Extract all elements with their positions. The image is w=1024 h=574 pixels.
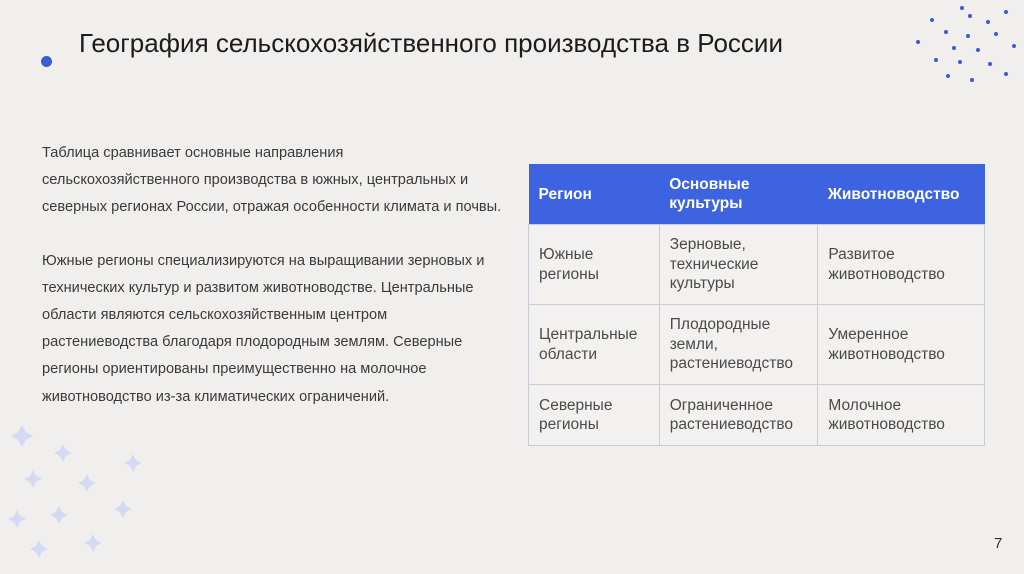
- table-row: [529, 305, 985, 385]
- dot-pattern-icon: [910, 2, 1024, 92]
- cell-livestock: Молочное животноводство: [818, 385, 985, 446]
- comparison-table: [528, 164, 985, 446]
- description-text: [42, 140, 504, 411]
- cell-livestock: Умеренное животноводство: [818, 305, 985, 385]
- cell-region: Южные регионы: [529, 225, 660, 305]
- cell-crops: Ограниченное растениеводство: [659, 385, 818, 446]
- header-crops: Основные культуры: [659, 164, 818, 225]
- table-header-row: [529, 164, 985, 225]
- cell-crops: Плодородные земли, растениеводство: [659, 305, 818, 385]
- cell-region: Северные регионы: [529, 385, 660, 446]
- header-livestock: Животноводство: [818, 164, 985, 225]
- cell-region: Центральные области: [529, 305, 660, 385]
- slide-title: География сельскохозяйственного производства в России: [79, 28, 783, 58]
- table-row: [529, 225, 985, 305]
- cell-livestock: Развитое животноводство: [818, 225, 985, 305]
- detail-paragraph: Южные регионы специализируются на выращивании зерновых и технических культур и развитом животноводстве. Центральные области являются сельскохозяйственным центром растениеводства благодаря плодородным землям. Северные регионы ориентированы преимущественно на молочное животноводство из-за климатических ограничений.: [42, 252, 485, 405]
- cell-crops: Зерновые, технические культуры: [659, 225, 818, 305]
- accent-dot-icon: [41, 56, 52, 67]
- table-row: [529, 385, 985, 446]
- sparkle-pattern-icon: [0, 420, 160, 574]
- page-number: 7: [994, 535, 1003, 552]
- header-region: Регион: [529, 164, 660, 225]
- intro-paragraph: Таблица сравнивает основные направления сельскохозяйственного производства в южных, центральных и северных регионах России, отражая особенности климата и почвы.: [42, 145, 502, 216]
